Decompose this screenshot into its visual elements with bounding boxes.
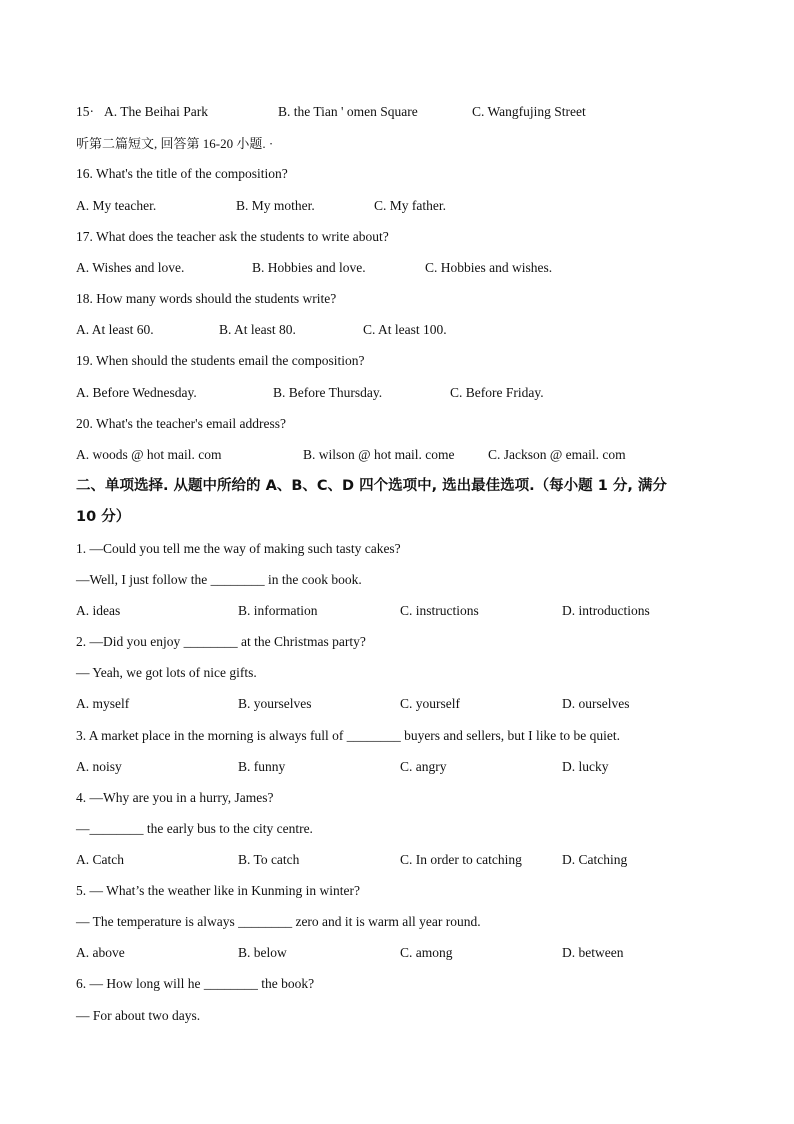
mc-2-stem: 2. —Did you enjoy ________ at the Christmas party? (76, 634, 366, 649)
option-c: C. In order to catching (400, 852, 522, 867)
option-b: B. My mother. (236, 198, 315, 213)
option-a: A. woods @ hot mail. com (76, 447, 222, 462)
option-c: C. My father. (374, 198, 446, 213)
mc-6-stem: 6. — How long will he ________ the book? (76, 976, 315, 991)
option-a: A. noisy (76, 759, 122, 774)
option-a: A. above (76, 945, 125, 960)
option-b: B. information (238, 603, 318, 618)
option-c: C. yourself (400, 696, 460, 711)
option-a: A. Before Wednesday. (76, 385, 197, 400)
option-d: D. lucky (562, 759, 609, 774)
option-a: A. ideas (76, 603, 121, 618)
option-d: D. introductions (562, 603, 650, 618)
mc-6-response: — For about two days. (76, 1008, 201, 1023)
option-c: C. Hobbies and wishes. (425, 260, 553, 275)
option-d: D. ourselves (562, 696, 630, 711)
option-b: B. funny (238, 759, 286, 774)
option-a: A. The Beihai Park (104, 104, 208, 119)
question-16-stem: 16. What's the title of the composition? (76, 166, 288, 181)
option-b: B. yourselves (238, 696, 312, 711)
option-b: B. Before Thursday. (273, 385, 383, 400)
option-d: D. between (562, 945, 624, 960)
option-b: B. To catch (238, 852, 300, 867)
mc-1-response: —Well, I just follow the ________ in the cook book. (76, 572, 362, 587)
section-heading-continued: 10 分） (76, 509, 131, 525)
mc-3-stem: 3. A market place in the morning is always full of ________ buyers and sellers, but I like to be quiet. (76, 728, 621, 743)
question-number: 15· (76, 104, 94, 119)
option-b: B. below (238, 945, 287, 960)
option-d: D. Catching (562, 852, 628, 867)
mc-1-stem: 1. —Could you tell me the way of making such tasty cakes? (76, 541, 401, 556)
mc-5-stem: 5. — What’s the weather like in Kunming in winter? (76, 883, 360, 898)
question-17-stem: 17. What does the teacher ask the students to write about? (76, 229, 389, 244)
option-b: B. the Tian ' omen Square (278, 104, 418, 119)
option-c: C. among (400, 945, 453, 960)
option-a: A. My teacher. (76, 198, 157, 213)
option-b: B. Hobbies and love. (252, 260, 366, 275)
option-c: C. At least 100. (363, 322, 447, 337)
question-19-stem: 19. When should the students email the composition? (76, 353, 365, 368)
option-a: A. Wishes and love. (76, 260, 185, 275)
mc-4-stem: 4. —Why are you in a hurry, James? (76, 790, 274, 805)
listening-instruction: 听第二篇短文, 回答第 16-20 小题. · (76, 136, 274, 151)
mc-4-response: —________ the early bus to the city centre. (76, 821, 313, 836)
question-20-stem: 20. What's the teacher's email address? (76, 416, 287, 431)
option-b: B. At least 80. (219, 322, 296, 337)
section-heading: 二、单项选择. 从题中所给的 A、B、C、D 四个选项中, 选出最佳选项.（每小题 1 分, 满分 (76, 478, 667, 494)
option-b: B. wilson @ hot mail. come (303, 447, 455, 462)
option-a: A. myself (76, 696, 130, 711)
option-c: C. angry (400, 759, 447, 774)
mc-2-response: — Yeah, we got lots of nice gifts. (76, 665, 257, 680)
option-a: A. Catch (76, 852, 124, 867)
option-c: C. Wangfujing Street (472, 104, 586, 119)
option-c: C. Jackson @ email. com (488, 447, 626, 462)
option-a: A. At least 60. (76, 322, 154, 337)
option-c: C. Before Friday. (450, 385, 544, 400)
option-c: C. instructions (400, 603, 479, 618)
question-18-stem: 18. How many words should the students write? (76, 291, 337, 306)
mc-5-response: — The temperature is always ________ zero and it is warm all year round. (76, 914, 481, 929)
